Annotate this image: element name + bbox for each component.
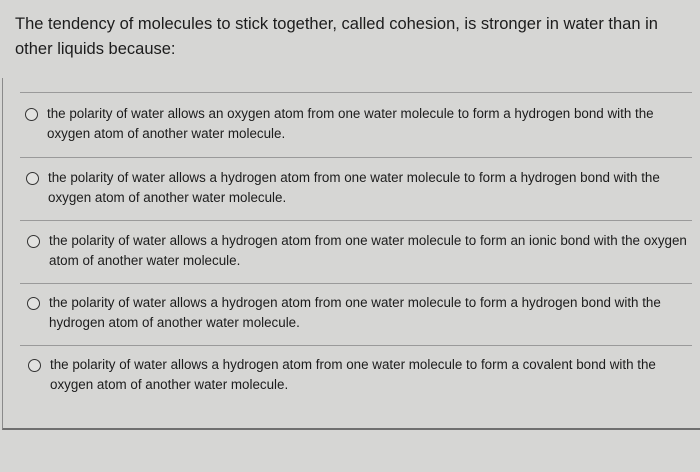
radio-button-icon[interactable] bbox=[26, 172, 39, 185]
question-text: The tendency of molecules to stick together, called cohesion, is stronger in water than in other liquids because: bbox=[15, 15, 658, 58]
option-label: the polarity of water allows an oxygen atom from one water molecule to form a hydrogen bond with the oxygen atom of another water molecule. bbox=[47, 106, 654, 141]
answer-option-1[interactable] bbox=[25, 104, 685, 144]
answer-option-3[interactable] bbox=[27, 231, 687, 271]
divider bbox=[20, 92, 692, 93]
option-label: the polarity of water allows a hydrogen atom from one water molecule to form an ionic bond with the oxygen atom of another water molecule. bbox=[49, 233, 687, 268]
radio-button-icon[interactable] bbox=[25, 108, 38, 121]
answer-option-2[interactable] bbox=[26, 168, 686, 208]
option-label: the polarity of water allows a hydrogen atom from one water molecule to form a hydrogen bond with the oxygen atom of another water molecule. bbox=[48, 170, 660, 205]
answer-option-5[interactable] bbox=[28, 355, 688, 395]
divider bbox=[20, 283, 692, 284]
answer-option-4[interactable] bbox=[27, 293, 687, 333]
option-label: the polarity of water allows a hydrogen atom from one water molecule to form a hydrogen bond with the hydrogen atom of another water molecule. bbox=[49, 295, 661, 330]
radio-button-icon[interactable] bbox=[28, 359, 41, 372]
divider bbox=[20, 345, 692, 346]
radio-button-icon[interactable] bbox=[27, 297, 40, 310]
radio-button-icon[interactable] bbox=[27, 235, 40, 248]
divider bbox=[20, 157, 692, 158]
divider bbox=[20, 220, 692, 221]
option-label: the polarity of water allows a hydrogen atom from one water molecule to form a covalent bond with the oxygen atom of another water molecule. bbox=[50, 357, 656, 392]
